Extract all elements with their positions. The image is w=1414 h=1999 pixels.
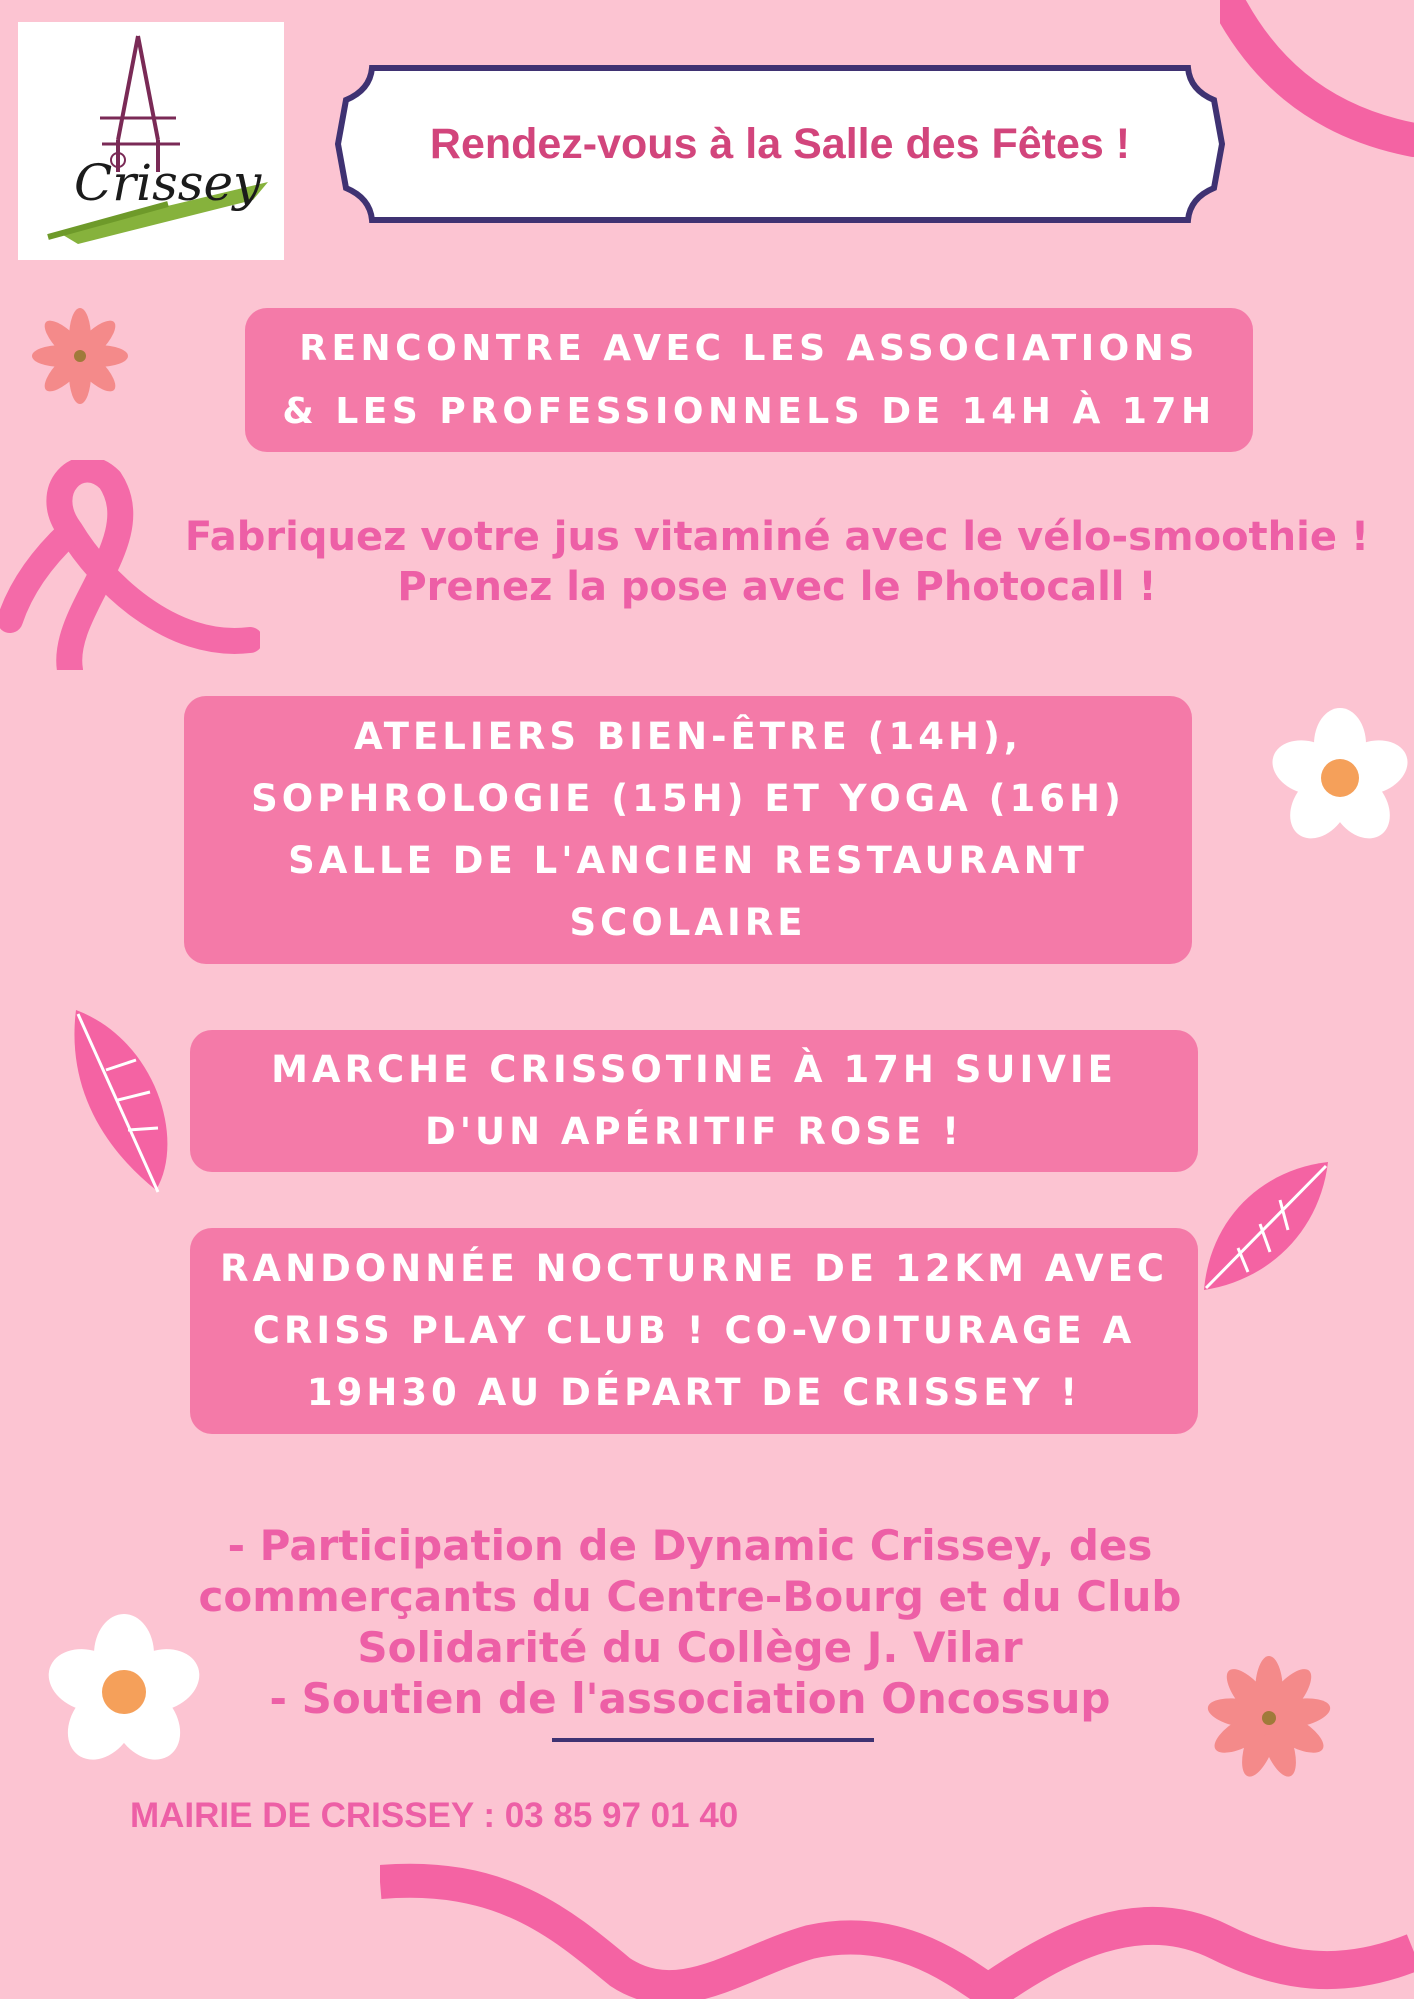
white-flower-icon	[1270, 708, 1410, 848]
marche-line-2: D'UN APÉRITIF ROSE !	[424, 1110, 963, 1153]
ateliers-line-3: SALLE DE L'ANCIEN RESTAURANT	[288, 839, 1088, 882]
crissey-logo	[18, 22, 284, 260]
ribbon-curve-top-right-icon	[1220, 0, 1414, 170]
activities-line-1: Fabriquez votre jus vitaminé avec le vélo-smoothie !	[184, 514, 1370, 560]
marche-box	[190, 1030, 1198, 1172]
ateliers-line-2: SOPHROLOGIE (15H) ET YOGA (16H)	[251, 777, 1125, 820]
randonnee-line-1: RANDONNÉE NOCTURNE DE 12KM AVEC	[219, 1247, 1168, 1290]
marche-line-1: MARCHE CRISSOTINE À 17H SUIVIE	[271, 1048, 1117, 1091]
ateliers-line-1: ATELIERS BIEN-ÊTRE (14H),	[354, 715, 1022, 758]
randonnee-line-2: CRISS PLAY CLUB ! CO-VOITURAGE A	[252, 1309, 1136, 1352]
divider	[552, 1738, 874, 1742]
participation-line-3: Solidarité du Collège J. Vilar	[357, 1623, 1023, 1672]
participation-line-1: - Participation de Dynamic Crissey, des	[227, 1521, 1153, 1570]
page-title: Rendez-vous à la Salle des Fêtes !	[429, 119, 1131, 168]
activities-text	[140, 512, 1414, 612]
activities-line-2: Prenez la pose avec le Photocall !	[397, 564, 1157, 610]
associations-line-1: RENCONTRE AVEC LES ASSOCIATIONS	[299, 328, 1199, 369]
participation-line-4: - Soutien de l'association Oncossup	[269, 1674, 1111, 1723]
participation-line-2: commerçants du Centre-Bourg et du Club	[198, 1572, 1182, 1621]
flower-icon	[30, 306, 130, 406]
ateliers-box	[184, 696, 1192, 964]
ribbon-wave-icon	[380, 1862, 1414, 1999]
svg-text:Crissey: Crissey	[74, 154, 262, 212]
associations-box	[245, 308, 1253, 452]
participation-text	[150, 1520, 1230, 1724]
leaf-icon-right	[1200, 1160, 1330, 1300]
randonnee-box	[190, 1228, 1198, 1434]
associations-line-2: & LES PROFESSIONNELS DE 14H À 17H	[282, 391, 1216, 432]
ateliers-line-4: SCOLAIRE	[569, 901, 807, 944]
mairie-contact: MAIRIE DE CRISSEY : 03 85 97 01 40	[130, 1796, 739, 1835]
randonnee-line-3: 19H30 AU DÉPART DE CRISSEY !	[306, 1371, 1082, 1414]
title-banner	[332, 62, 1228, 226]
leaf-icon	[66, 1000, 176, 1200]
church-logo	[18, 22, 284, 260]
